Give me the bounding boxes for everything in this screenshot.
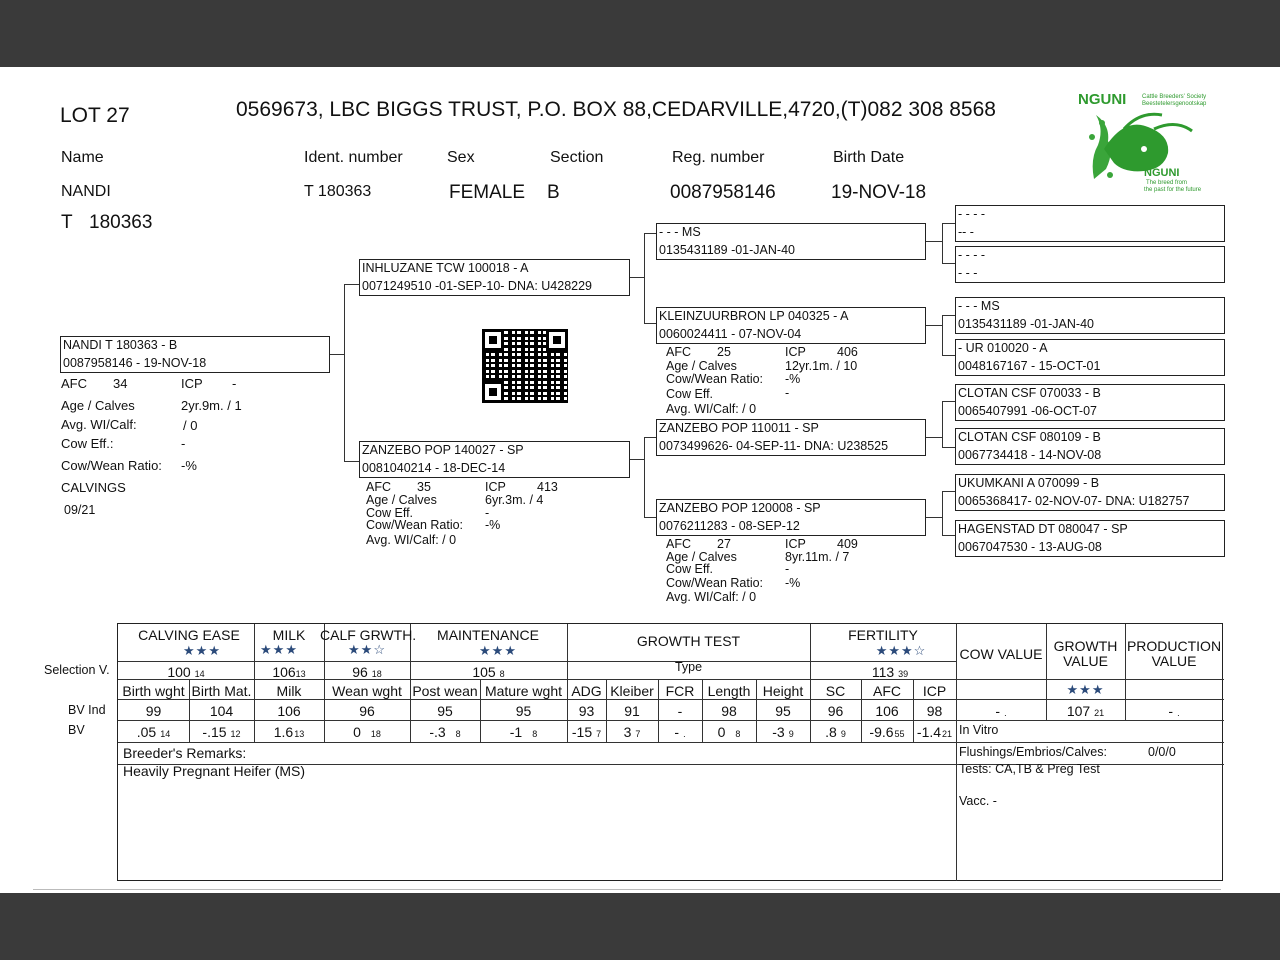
dam-ratio-label: Cow/Wean Ratio: — [366, 518, 464, 532]
logo-title: NGUNI — [1078, 91, 1127, 108]
animal-birth: 19-NOV-18 — [831, 182, 927, 203]
connector — [926, 241, 942, 242]
bvind-cell: 95 — [437, 703, 453, 719]
sel-maint-acc: 8 — [499, 669, 505, 679]
bv-value: -15 — [571, 724, 593, 740]
gg-box-1 — [955, 205, 1225, 242]
subject-coweff: - — [181, 436, 186, 451]
gg5-line1: CLOTAN CSF 070033 - B — [958, 386, 1101, 400]
connector — [942, 315, 943, 355]
connector — [344, 284, 359, 285]
bv-acc: 13 — [294, 729, 305, 739]
bv-acc: 21 — [942, 729, 953, 739]
nguni-logo — [1078, 91, 1214, 197]
bvind-cell: 99 — [145, 703, 162, 719]
dam-age-label: Age / Calves — [366, 493, 437, 507]
in-vitro-label: In Vitro — [959, 723, 999, 737]
gg-box-7 — [955, 474, 1225, 511]
milk-header: MILK — [272, 627, 306, 643]
subject-icp-label: ICP — [181, 376, 203, 391]
bv-acc: 9 — [840, 729, 846, 739]
bottom-dark-bar — [0, 893, 1280, 960]
connector — [942, 355, 956, 356]
col-sc: SC — [825, 683, 846, 699]
gg-box-4 — [955, 339, 1225, 376]
bvind-cell: 96 — [359, 703, 375, 719]
sd-coweff-label: Cow Eff. — [666, 387, 714, 401]
vacc-text: Vacc. - — [959, 794, 997, 808]
dam-coweff: - — [485, 506, 490, 520]
gg8-line1: HAGENSTAD DT 080047 - SP — [958, 522, 1128, 536]
gg3-line2: 0135431189 -01-JAN-40 — [958, 317, 1094, 331]
dd-afc: 27 — [717, 537, 731, 551]
ds-line1: ZANZEBO POP 110011 - SP — [659, 421, 819, 435]
lot-number: LOT 27 — [60, 104, 130, 127]
gg8-line2: 0067047530 - 13-AUG-08 — [958, 540, 1102, 554]
bvind-cell: 104 — [209, 703, 234, 719]
sd-line2: 0060024411 - 07-NOV-04 — [659, 327, 802, 341]
production-value-header: PRODUCTION VALUE — [1126, 638, 1222, 669]
bvind-label: BV Ind — [68, 703, 106, 717]
col-afc: AFC — [873, 683, 901, 699]
subject-afc: 34 — [113, 376, 128, 391]
connector — [330, 354, 344, 355]
sire-dam-box — [656, 307, 926, 344]
calving-ease-header: CALVING EASE — [138, 627, 240, 643]
sire-line2: 0071249510 -01-SEP-10- DNA: U428229 — [362, 279, 593, 293]
logo-society-2: Beestetelersgenootskap — [1142, 101, 1207, 107]
bvind-cell: 95 — [775, 703, 791, 719]
col-adg: ADG — [571, 683, 602, 699]
cow-value-header: COW VALUE — [959, 646, 1043, 662]
page-bottom-rule — [33, 889, 1221, 890]
fertility-stars: ★★★☆ — [875, 643, 927, 658]
ident-big-prefix: T — [61, 212, 73, 233]
col-wean-wght: Wean wght — [332, 683, 402, 699]
col-birth-mat: Birth Mat. — [191, 683, 252, 699]
bvind-cell: 106 — [277, 703, 301, 719]
calf-stars: ★★☆ — [348, 642, 386, 657]
tests-text: Tests: CA,TB & Preg Test — [959, 762, 1100, 776]
animal-name: NANDI — [61, 183, 111, 200]
dam-box — [359, 441, 630, 478]
subject-wi: / 0 — [183, 418, 198, 433]
milk-stars: ★★★ — [260, 642, 298, 657]
bvind-cell: 106 — [875, 703, 899, 719]
subject-wi-label: Avg. WI/Calf: — [61, 417, 137, 432]
bv-value: -3 — [772, 724, 785, 740]
reg-header: Reg. number — [672, 149, 765, 166]
bv-acc: 8 — [735, 729, 741, 739]
calf-growth-header: CALF GRWTH. — [320, 627, 417, 643]
subject-icp: - — [232, 376, 237, 391]
col-icp: ICP — [922, 683, 947, 699]
subject-age-label: Age / Calves — [61, 398, 135, 413]
connector — [644, 233, 656, 234]
bv-acc: 12 — [230, 729, 241, 739]
dam-icp-label: ICP — [485, 480, 506, 494]
birth-header: Birth Date — [833, 149, 905, 166]
bv-value: - — [674, 724, 680, 740]
bv-value: -.3 — [429, 724, 446, 740]
calvings-value: 09/21 — [64, 503, 96, 517]
ident-big-number: 180363 — [89, 212, 153, 233]
dam-coweff-label: Cow Eff. — [366, 506, 414, 520]
connector — [942, 401, 956, 402]
subject-box — [60, 336, 330, 373]
col-milk: Milk — [276, 683, 302, 699]
sel-calf: 96 — [352, 664, 368, 680]
connector — [644, 437, 656, 438]
sd-age: 12yr.1m. / 10 — [785, 359, 858, 373]
cow-value-acc: . — [1004, 708, 1007, 718]
connector — [630, 277, 644, 278]
connector — [344, 284, 345, 462]
qr-code — [482, 329, 568, 403]
connector — [942, 401, 943, 447]
connector — [942, 315, 956, 316]
logo-badge: NGUNI — [1144, 167, 1180, 179]
gg3-line1: - - - MS — [958, 299, 1000, 313]
sel-calf-acc: 18 — [371, 669, 382, 679]
remarks-text: Heavily Pregnant Heifer (MS) — [123, 763, 306, 779]
dam-afc-label: AFC — [366, 480, 391, 494]
dam-sire-box — [656, 419, 926, 456]
gg1-line1: - - - - — [958, 207, 986, 221]
bvind-cell: - — [677, 703, 683, 719]
bv-acc: 14 — [160, 729, 171, 739]
bv-value: 1.6 — [273, 724, 294, 740]
name-header: Name — [61, 149, 104, 166]
growth-value-header: GROWTH VALUE — [1053, 638, 1118, 669]
maint-stars: ★★★ — [479, 643, 517, 658]
bv-acc: 8 — [532, 729, 538, 739]
connector — [644, 437, 645, 517]
grid-line — [118, 720, 1224, 721]
connector — [942, 263, 956, 264]
bv-label: BV — [68, 723, 85, 737]
bvind-cell: 98 — [721, 703, 737, 719]
section-header: Section — [550, 149, 604, 166]
connector — [942, 491, 943, 535]
bv-acc: 8 — [455, 729, 461, 739]
bv-value: 0 — [353, 724, 361, 740]
dd-age-label: Age / Calves — [666, 550, 737, 564]
connector — [942, 491, 956, 492]
growth-test-header: GROWTH TEST — [636, 633, 741, 649]
sd-age-label: Age / Calves — [666, 359, 737, 373]
top-dark-bar — [0, 0, 1280, 67]
subject-age: 2yr.9m. / 1 — [181, 398, 242, 413]
ds-line2: 0073499626- 04-SEP-11- DNA: U238525 — [659, 439, 889, 453]
col-mature-wght: Mature wght — [484, 683, 563, 699]
fertility-header: FERTILITY — [848, 627, 918, 643]
gg6-line1: CLOTAN CSF 080109 - B — [958, 430, 1101, 444]
ss-line1: - - - MS — [659, 225, 701, 239]
bv-value: -1 — [509, 724, 523, 740]
bv-value: .05 — [136, 724, 157, 740]
bvind-cell: 93 — [578, 703, 595, 719]
col-post-wean: Post wean — [412, 683, 478, 699]
dd-age: 8yr.11m. / 7 — [785, 550, 850, 564]
selection-label: Selection V. — [44, 663, 110, 677]
growth-value-acc: 21 — [1094, 708, 1105, 718]
bv-acc: 55 — [894, 729, 905, 739]
growth-value-stars: ★★★ — [1066, 682, 1105, 697]
sd-coweff: - — [785, 386, 790, 400]
dd-icp-label: ICP — [785, 537, 806, 551]
gg7-line1: UKUMKANI A 070099 - B — [958, 476, 1100, 490]
gg-box-6 — [955, 428, 1225, 465]
dd-icp: 409 — [837, 537, 858, 551]
col-length: Length — [707, 683, 751, 699]
animal-ident: T 180363 — [304, 183, 372, 200]
sd-afc: 25 — [717, 345, 731, 359]
col-birth-wght: Birth wght — [122, 683, 185, 699]
dam-afc: 35 — [417, 480, 431, 494]
bv-table — [117, 623, 1223, 881]
gg4-line1: - UR 010020 - A — [958, 341, 1048, 355]
type-header: Type — [674, 660, 703, 674]
sel-maint: 105 — [472, 664, 496, 680]
gg1-line2: -- - — [958, 225, 974, 239]
connector — [942, 223, 956, 224]
animal-section: B — [547, 182, 560, 203]
sd-ratio-label: Cow/Wean Ratio: — [666, 372, 764, 386]
logo-tagline-1: The breed from — [1146, 180, 1188, 186]
calvings-label: CALVINGS — [61, 480, 126, 495]
production-value: - — [1168, 703, 1174, 719]
bvind-cell: 95 — [515, 703, 532, 719]
remarks-label: Breeder's Remarks: — [123, 745, 247, 761]
grid-line — [956, 624, 957, 881]
bv-acc: . — [683, 729, 686, 739]
sel-calving-acc: 14 — [194, 669, 205, 679]
dd-afc-label: AFC — [666, 537, 691, 551]
gg-box-3 — [955, 297, 1225, 334]
dd-ratio-label: Cow/Wean Ratio: — [666, 576, 764, 590]
bv-acc: 7 — [635, 729, 641, 739]
pedigree-document — [0, 67, 1280, 893]
subject-coweff-label: Cow Eff.: — [61, 436, 114, 451]
gg2-line1: - - - - — [958, 248, 986, 262]
subject-line2: 0087958146 - 19-NOV-18 — [63, 356, 207, 370]
dd-line2: 0076211283 - 08-SEP-12 — [659, 519, 800, 533]
sel-milk: 106 — [272, 664, 296, 680]
grid-line — [118, 661, 956, 662]
gg4-line2: 0048167167 - 15-OCT-01 — [958, 359, 1101, 373]
connector — [644, 517, 656, 518]
connector — [942, 223, 943, 263]
sd-icp-label: ICP — [785, 345, 806, 359]
dd-coweff-label: Cow Eff. — [666, 562, 714, 576]
sd-icp: 406 — [837, 345, 858, 359]
sire-line1: INHLUZANE TCW 100018 - A — [362, 261, 529, 275]
dd-coweff: - — [785, 562, 790, 576]
connector — [630, 459, 644, 460]
sel-milk-acc: 13 — [295, 669, 306, 679]
logo-society-1: Cattle Breeders' Society — [1142, 94, 1207, 100]
bvind-cell: 91 — [624, 703, 640, 719]
gg-box-2 — [955, 246, 1225, 283]
dam-icp: 413 — [537, 480, 558, 494]
bv-acc: 9 — [788, 729, 794, 739]
owner-line: 0569673, LBC BIGGS TRUST, P.O. BOX 88,CEDARVILLE,4720,(T)082 308 8568 — [236, 98, 996, 121]
grid-line — [118, 742, 1224, 743]
bvind-cell: 96 — [827, 703, 844, 719]
sd-wi: Avg. WI/Calf: / 0 — [666, 402, 757, 416]
flushings-value: 0/0/0 — [1148, 745, 1176, 759]
animal-reg: 0087958146 — [670, 182, 776, 203]
dd-ratio: -% — [785, 576, 801, 590]
production-value-acc: . — [1177, 708, 1180, 718]
sd-ratio: -% — [785, 372, 801, 386]
connector — [926, 325, 942, 326]
sel-fertility: 113 — [871, 664, 895, 680]
col-fcr: FCR — [665, 683, 695, 699]
connector — [926, 517, 942, 518]
sex-header: Sex — [447, 149, 475, 166]
logo-tagline-2: the past for the future — [1144, 187, 1202, 193]
connector — [942, 447, 956, 448]
flushings-label: Flushings/Embrios/Calves: — [959, 745, 1107, 759]
dam-wi: Avg. WI/Calf: / 0 — [366, 533, 457, 547]
connector — [644, 323, 656, 324]
col-kleiber: Kleiber — [610, 683, 654, 699]
bv-acc: 7 — [596, 729, 602, 739]
connector — [926, 437, 942, 438]
cow-value: - — [995, 703, 1001, 719]
subject-ratio-label: Cow/Wean Ratio: — [61, 458, 162, 473]
sel-fertility-acc: 39 — [898, 669, 909, 679]
bv-acc: 18 — [370, 729, 381, 739]
connector — [644, 233, 645, 323]
bv-value: .8 — [825, 724, 837, 740]
gg7-line2: 0065368417- 02-NOV-07- DNA: U182757 — [958, 494, 1190, 508]
gg2-line2: - - - — [958, 266, 978, 280]
grid-line — [118, 699, 1224, 700]
subject-ratio: -% — [181, 458, 197, 473]
bvind-cell: 98 — [926, 703, 943, 719]
calving-stars: ★★★ — [183, 643, 221, 658]
sd-afc-label: AFC — [666, 345, 691, 359]
dam-dam-box — [656, 499, 926, 536]
gg-box-8 — [955, 520, 1225, 557]
dam-line2: 0081040214 - 18-DEC-14 — [362, 461, 506, 475]
bv-value: -1.4 — [916, 724, 942, 740]
cattle-head-icon — [1084, 109, 1202, 187]
gg-box-5 — [955, 384, 1225, 421]
sire-box — [359, 259, 630, 296]
gg6-line2: 0067734418 - 14-NOV-08 — [958, 448, 1102, 462]
bv-value: 0 — [717, 724, 726, 740]
ss-line2: 0135431189 -01-JAN-40 — [659, 243, 795, 257]
bv-value: 3 — [623, 724, 632, 740]
dam-age: 6yr.3m. / 4 — [485, 493, 544, 507]
animal-sex: FEMALE — [449, 182, 526, 203]
dd-wi: Avg. WI/Calf: / 0 — [666, 590, 757, 604]
connector — [344, 461, 359, 462]
bv-value: -.15 — [202, 724, 227, 740]
dam-ratio: -% — [485, 518, 501, 532]
sire-sire-box — [656, 223, 926, 260]
connector — [942, 535, 956, 536]
maintenance-header: MAINTENANCE — [437, 627, 539, 643]
sel-calving: 100 — [167, 664, 191, 680]
gg5-line2: 0065407991 -06-OCT-07 — [958, 404, 1097, 418]
sd-line1: KLEINZUURBRON LP 040325 - A — [659, 309, 849, 323]
subject-afc-label: AFC — [61, 376, 87, 391]
ident-header: Ident. number — [304, 149, 403, 166]
dam-line1: ZANZEBO POP 140027 - SP — [362, 443, 524, 457]
bv-value: -9.6 — [869, 724, 894, 740]
col-height: Height — [762, 683, 804, 699]
growth-value: 107 — [1066, 703, 1091, 719]
subject-line1: NANDI T 180363 - B — [63, 338, 178, 352]
dd-line1: ZANZEBO POP 120008 - SP — [659, 501, 821, 515]
